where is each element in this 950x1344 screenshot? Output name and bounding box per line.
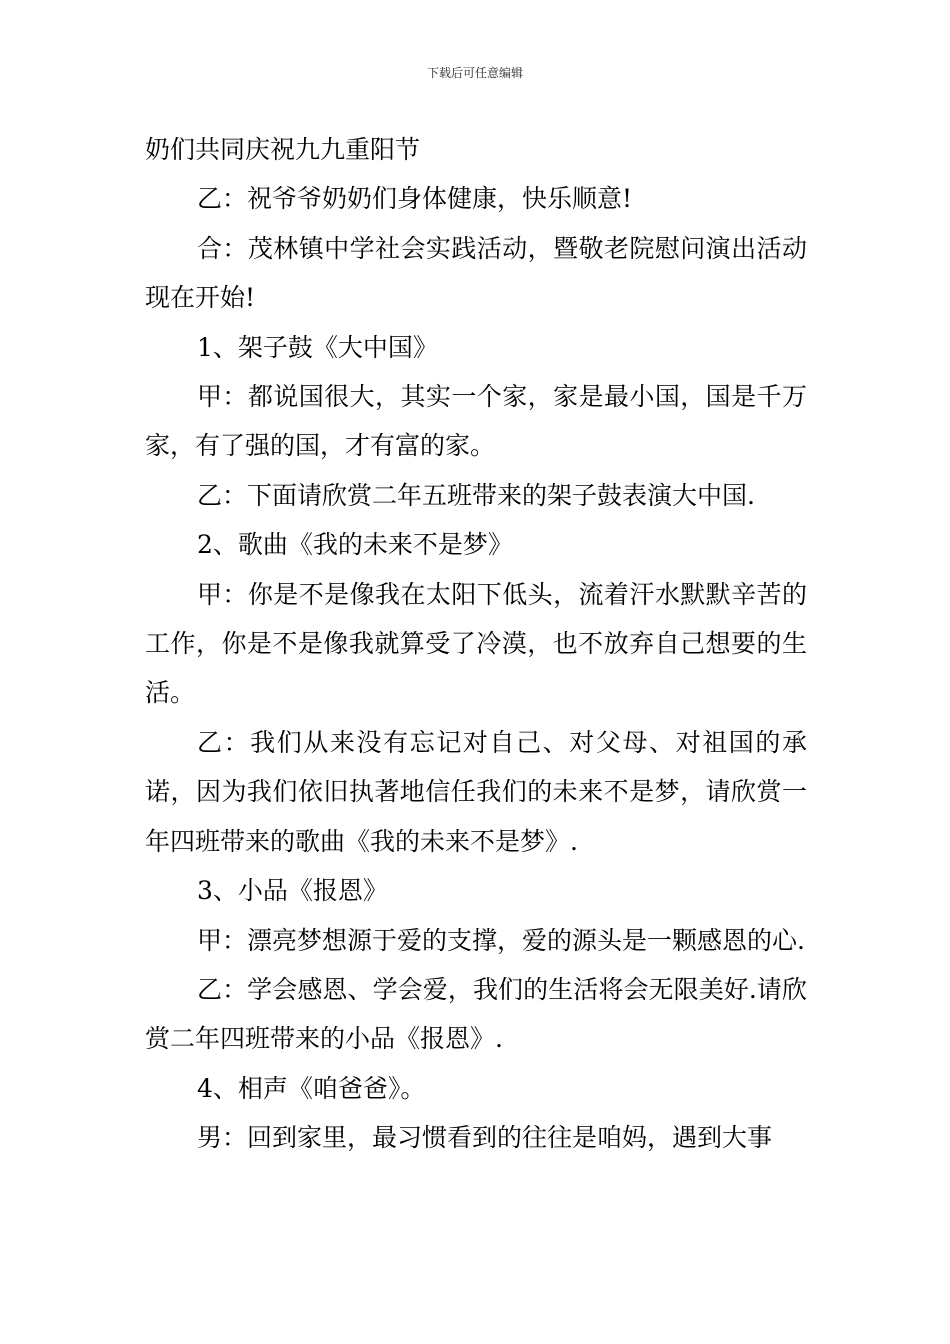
paragraph-b-skit-intro: 乙：学会感恩、学会爱，我们的生活将会无限美好.请欣赏二年四班带来的小品《报恩》.	[145, 974, 807, 1054]
program-item-3: 3、小品《报恩》	[197, 876, 388, 906]
paragraph-b-wishes: 乙：祝爷爷奶奶们身体健康，快乐顺意!	[197, 184, 633, 214]
paragraph-b-song-intro: 乙：我们从来没有忘记对自己、对父母、对祖国的承诺，因为我们依旧执著地信任我们的未来不是梦，请欣赏一年四班带来的歌曲《我的未来不是梦》.	[145, 727, 807, 856]
page-header: 下载后可任意编辑	[426, 66, 523, 80]
paragraph-b-drum-intro: 乙：下面请欣赏二年五班带来的架子鼓表演大中国.	[197, 480, 755, 510]
program-item-2: 2、歌曲《我的未来不是梦》	[197, 530, 513, 560]
paragraph-a-country: 甲：都说国很大，其实一个家，家是最小国，国是千万家，有了强的国，才有富的家。	[145, 382, 807, 461]
program-item-1: 1、架子鼓《大中国》	[197, 332, 438, 362]
paragraph-a-song: 甲：你是不是像我在太阳下低头，流着汗水默默辛苦的工作，你是不是像我就算受了冷漠，也不放弃自己想要的生活。	[145, 579, 807, 708]
paragraph-a-gratitude: 甲：漂亮梦想源于爱的支撑，爱的源头是一颗感恩的心.	[197, 925, 805, 955]
paragraph-continuation: 奶们共同庆祝九九重阳节	[145, 135, 421, 164]
paragraph-male-dialogue: 男：回到家里，最习惯看到的往往是咱妈，遇到大事	[197, 1123, 773, 1153]
program-item-4: 4、相声《咱爸爸》。	[197, 1073, 426, 1103]
document-body	[145, 125, 807, 1163]
paragraph-together-opening: 合：茂林镇中学社会实践活动，暨敬老院慰问演出活动现在开始!	[145, 233, 807, 313]
